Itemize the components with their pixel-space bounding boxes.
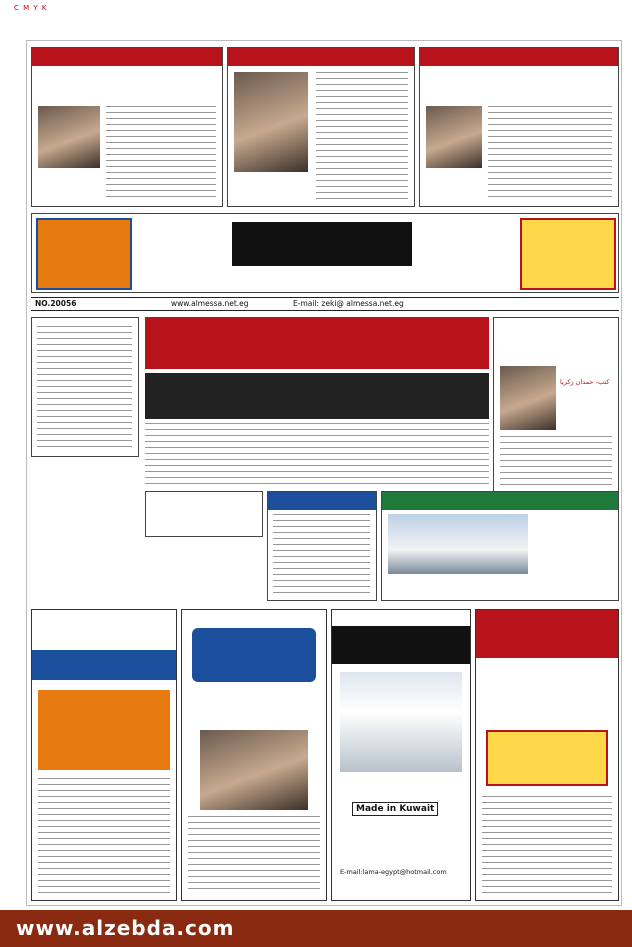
masthead-logo [232,222,412,266]
ad-channel-photo [200,730,308,810]
ad-housing-price [486,730,608,786]
ad-channel[interactable] [181,609,327,901]
ad-housing-text [482,796,612,894]
top-story-right-band [420,48,618,66]
top-middle-text [316,72,408,200]
newspaper-page [26,40,622,906]
ad-real-estate[interactable] [31,609,177,901]
top-story-right[interactable] [419,47,619,207]
ad-channel-logo [192,628,316,682]
masthead-ad-right[interactable] [520,218,616,290]
top-right-text [488,106,612,200]
top-left-text [106,106,216,200]
ad-real-estate-band [32,650,176,680]
right-column-photo [500,366,556,430]
email[interactable]: E-mail: zeki@ almessa.net.eg [293,299,404,308]
left-column[interactable] [31,317,139,457]
lead-body [145,423,489,487]
website[interactable]: www.almessa.net.eg [171,299,249,308]
top-left-photo [38,106,100,168]
ad-housing-header [476,610,618,658]
ad-real-estate-text [38,778,170,894]
ad-channel-text [188,816,320,894]
top-story-middle-band [228,48,414,66]
footer-banner[interactable] [0,910,632,947]
ad-mattress-photo [340,672,462,772]
hajj-text [273,514,370,594]
ad-mattress-kuwait: Made in Kuwait [352,802,438,816]
masthead-ad-left[interactable] [36,218,132,290]
masthead [31,213,619,293]
top-story-left[interactable] [31,47,223,207]
ahly-story[interactable] [381,491,619,601]
top-story-middle[interactable] [227,47,415,207]
top-story-left-band [32,48,222,66]
ad-mattress-email[interactable]: E-mail:lama-egypt@hotmail.com [340,868,447,876]
ad-mattress[interactable] [331,609,471,901]
ahly-photo [388,514,528,574]
ad-housing-units[interactable] [475,609,619,901]
top-middle-photo [234,72,308,172]
right-column-story[interactable] [493,317,619,497]
lead-headline[interactable] [145,317,489,369]
top-right-photo [426,106,482,168]
cmyk-marks: C M Y K [14,4,48,12]
ad-mattress-band [332,626,470,664]
edition-code: NO.20056 [35,299,77,308]
right-column-text [500,436,612,490]
footer-site[interactable]: www.alzebda.com [16,916,235,940]
hajj-band [268,492,376,510]
lead-body-text [145,423,489,487]
lead-subheadline[interactable] [145,373,489,419]
ad-real-estate-photo [38,690,170,770]
hajj-story[interactable] [267,491,377,601]
tables-box [145,491,263,537]
left-column-text [37,326,132,450]
ahly-band [382,492,618,510]
right-column-byline: كتب- حمدان زكريا [560,378,610,386]
dateline-bar [31,297,619,311]
